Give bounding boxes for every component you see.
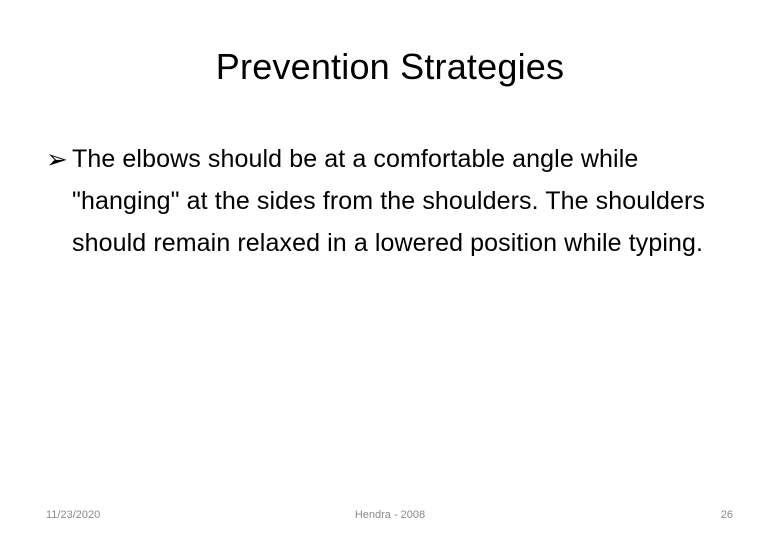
slide-title: Prevention Strategies [215,46,565,87]
slide-body [46,138,746,264]
arrow-bullet-icon: ➢ [46,144,68,174]
footer-date: 11/23/2020 [46,509,101,521]
bullet-text: The elbows should be at a comfortable angle while "hanging" at the sides from the shoulders. The shoulders should remain relaxed in a lowered position while typing. [72,145,705,257]
footer-author: Hendra - 2008 [354,509,426,521]
bullet-item [46,138,746,264]
page-number: 26 [720,509,733,521]
